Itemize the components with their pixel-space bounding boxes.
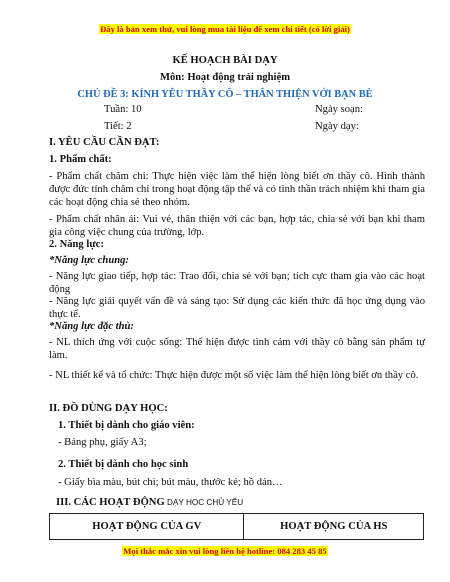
student-equipment-heading: 2. Thiết bị dành cho học sinh	[58, 459, 189, 470]
preview-notice-text: Đây là bản xem thử, vui lòng mua tài liệu để xem chi tiết (có lời giải)	[100, 24, 350, 34]
period-label: Tiết: 2	[104, 121, 132, 132]
hotline-banner	[0, 546, 450, 556]
document-title: KẾ HOẠCH BÀI DẠY	[172, 55, 278, 66]
specific-competence-design: - NL thiết kế và tổ chức: Thực hiện được một số việc làm thể hiện lòng biết ơn thầy cô.	[49, 370, 419, 381]
subject-line: Môn: Hoạt động trải nghiệm	[159, 72, 291, 83]
general-competence-communication: - Năng lực giao tiếp, hợp tác: Trao đổi, chia sẻ với bạn; tích cực tham gia vào các hoạt động	[49, 271, 425, 295]
section-3-heading-rest: DẠY HỌC CHỦ YẾU	[164, 498, 244, 507]
teacher-equipment-item: - Bảng phụ, giấy A3;	[58, 437, 147, 448]
qualities-heading: 1. Phẩm chất:	[49, 154, 112, 165]
quality-kindness: - Phẩm chất nhân ái: Vui vẻ, thân thiện với các bạn, hợp tác, chia sẻ với bạn khi tham gia công việc chung của trường, lớp.	[49, 214, 425, 238]
specific-competence-heading: *Năng lực đặc thù:	[49, 321, 134, 332]
section-1-heading: I. YÊU CẦU CẦN ĐẠT:	[49, 137, 160, 148]
teach-date-label: Ngày dạy:	[315, 121, 359, 132]
week-label: Tuần: 10	[104, 104, 142, 115]
activities-table-header-row	[50, 514, 424, 540]
general-competence-problem-solving: - Năng lực giải quyết vấn đề và sáng tạo: Sử dụng các kiến thức đã học ứng dụng vào thực tế.	[49, 296, 425, 320]
section-2-heading: II. ĐỒ DÙNG DẠY HỌC:	[49, 403, 168, 414]
quality-diligence: - Phẩm chất chăm chỉ: Thực hiện việc làm thể hiện lòng biết ơn thầy cô. Hình thành được đức tính chăm chỉ trong hoạt động tập thể và có tinh thần trách nhiệm khi tham gia các hoạt động chia sẻ theo nhóm.	[49, 171, 425, 208]
student-activity-column-header: HOẠT ĐỘNG CỦA HS	[244, 514, 424, 540]
teacher-equipment-heading: 1. Thiết bị dành cho giáo viên:	[58, 420, 195, 431]
section-3-heading-bold: III. CÁC HOẠT ĐỘNG	[56, 497, 165, 508]
activities-table	[49, 513, 424, 540]
hotline-text: Mọi thắc mắc xin vui lòng liên hệ hotline: 084 283 45 85	[123, 546, 327, 556]
general-competence-heading: *Năng lực chung:	[49, 255, 129, 266]
section-3-heading	[56, 496, 243, 509]
teacher-activity-column-header: HOẠT ĐỘNG CỦA GV	[50, 514, 244, 540]
student-equipment-item: - Giấy bìa màu, bút chì; bút màu, thước kẻ; hồ dán…	[58, 477, 283, 488]
competence-heading: 2. Năng lực:	[49, 239, 104, 250]
prep-date-label: Ngày soạn:	[315, 104, 363, 115]
specific-competence-adaptation: - NL thích ứng với cuộc sống: Thể hiện được tình cảm với thầy cô bằng sản phẩm tự làm.	[49, 337, 425, 361]
preview-notice-banner	[0, 24, 450, 34]
topic-heading: CHỦ ĐỀ 3: KÍNH YÊU THẦY CÔ – THÂN THIỆN VỚI BẠN BÈ	[77, 89, 373, 100]
